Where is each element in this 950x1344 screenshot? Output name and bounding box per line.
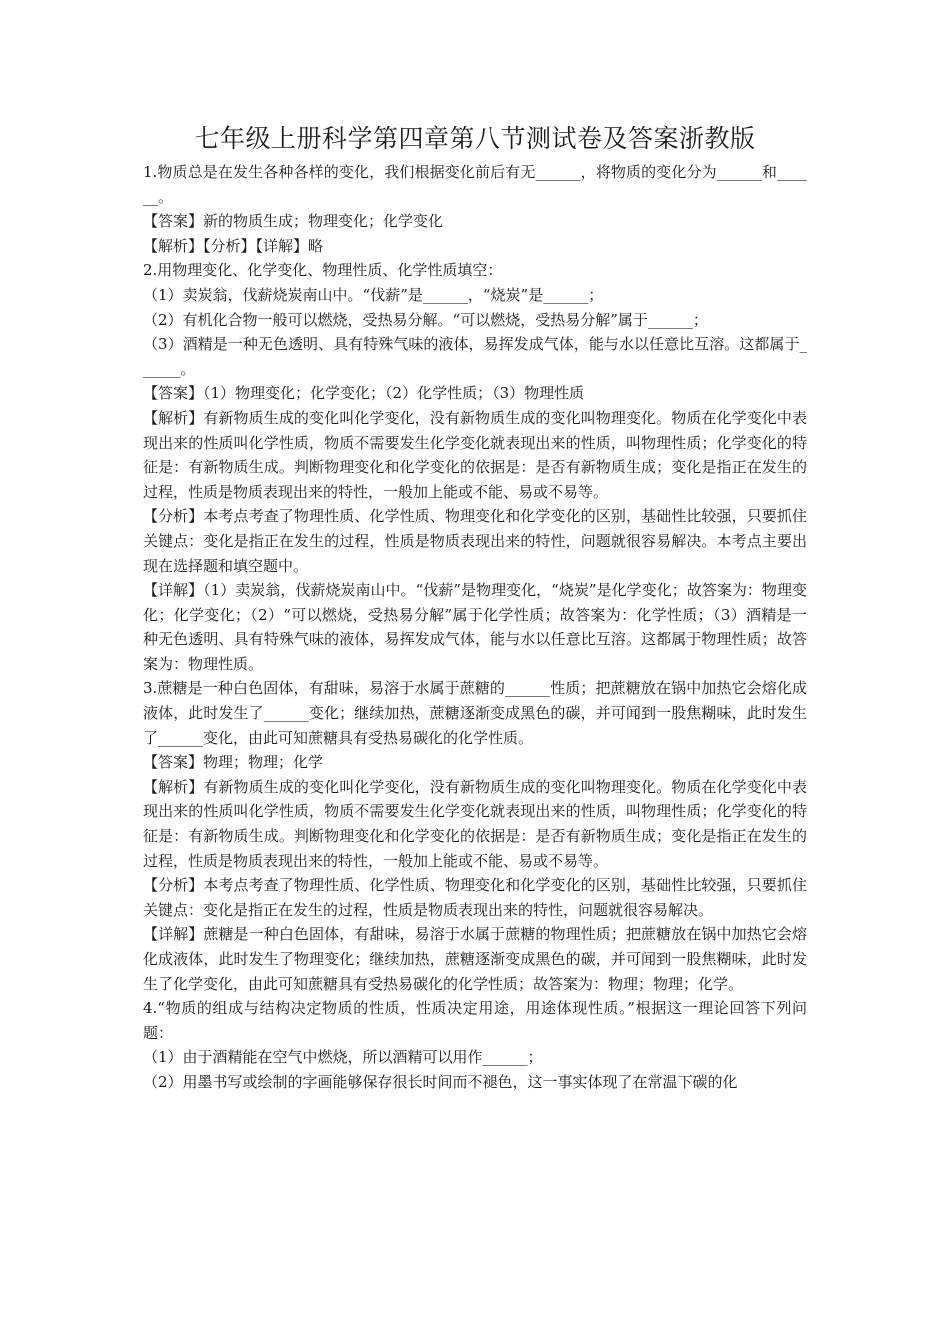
question-2-part-3: （3）酒精是一种无色透明、具有特殊气味的液体，易挥发成气体，能与水以任意比互溶。这都属于______。 [143, 335, 807, 378]
analysis-2: 【分析】本考点考查了物理性质、化学性质、物理变化和化学变化的区别，基础性比较强，只要抓住关键点：变化是指正在发生的过程，性质是物质表现出来的特性，问题就很容易解决。本考点主要出现在选择题和填空题中。 [143, 507, 807, 575]
question-2-part-1: （1）卖炭翁，伐薪烧炭南山中。“伐薪”是______，“烧炭”是______； [143, 285, 604, 304]
explanation-3: 【解析】有新物质生成的变化叫化学变化，没有新物质生成的变化叫物理变化。物质在化学变化中表现出来的性质叫化学性质，物质不需要发生化学变化就表现出来的性质，叫物理性质；化学变化的特征是：有新物质生成。判断物理变化和化学变化的依据是：是否有新物质生成；变化是指正在发生的过程，性质是物质表现出来的特性，一般加上能或不能、易或不易等。 [143, 777, 807, 870]
analysis-3: 【分析】本考点考查了物理性质、化学性质、物理变化和化学变化的区别，基础性比较强，只要抓住关键点：变化是指正在发生的过程，性质是物质表现出来的特性，问题就很容易解决。 [143, 876, 807, 919]
detail-2: 【详解】（1）卖炭翁，伐薪烧炭南山中。“伐薪”是物理变化，“烧炭”是化学变化；故答案为：物理变化；化学变化；（2）“可以燃烧，受热易分解”属于化学性质；故答案为：化学性质；（3）酒精是一种无色透明、具有特殊气味的液体，易挥发成气体，能与水以任意比互溶。这都属于物理性质；故答案为：物理性质。 [143, 581, 807, 673]
question-4-part-1: （1）由于酒精能在空气中燃烧，所以酒精可以用作______； [143, 1048, 543, 1067]
question-3: 3.蔗糖是一种白色固体，有甜味，易溶于水属于蔗糖的______性质；把蔗糖放在锅中加热它会熔化成液体，此时发生了______变化；继续加热，蔗糖逐渐变成黑色的碳，并可闻到一股焦糊味，此时发生了______变化，由此可知蔗糖具有受热易碳化的化学性质。 [143, 679, 807, 747]
answer-1: 【答案】新的物质生成；物理变化；化学变化 [143, 212, 444, 231]
answer-3: 【答案】物理；物理；化学 [143, 753, 324, 772]
question-2-part-2: （2）有机化合物一般可以燃烧，受热易分解。“可以燃烧，受热易分解”属于______； [143, 310, 708, 329]
question-4-part-2: （2）用墨书写或绘制的字画能够保存很长时间而不褪色，这一事实体现了在常温下碳的化 [143, 1072, 738, 1091]
document-body [143, 122, 807, 1095]
question-1: 1.物质总是在发生各种各样的变化，我们根据变化前后有无______，将物质的变化分为______和______。 [143, 163, 807, 206]
detail-3: 【详解】蔗糖是一种白色固体，有甜味，易溶于水属于蔗糖的物理性质；把蔗糖放在锅中加热它会熔化成液体，此时发生了物理变化；继续加热，蔗糖逐渐变成黑色的碳，并可闻到一股焦糊味，此时发生了化学变化，由此可知蔗糖具有受热易碳化的化学性质；故答案为：物理；物理；化学。 [143, 925, 807, 993]
document-title: 七年级上册科学第四章第八节测试卷及答案浙教版 [194, 124, 756, 153]
question-2: 2.用物理变化、化学变化、物理性质、化学性质填空： [143, 261, 503, 280]
answer-2: 【答案】（1）物理变化；化学变化；（2）化学性质；（3）物理性质 [143, 384, 585, 403]
explanation-2: 【解析】有新物质生成的变化叫化学变化，没有新物质生成的变化叫物理变化。物质在化学变化中表现出来的性质叫化学性质，物质不需要发生化学变化就表现出来的性质，叫物理性质；化学变化的特征是：有新物质生成。判断物理变化和化学变化的依据是：是否有新物质生成；变化是指正在发生的过程，性质是物质表现出来的特性，一般加上能或不能、易或不易等。 [143, 408, 807, 501]
analysis-1: 【解析】【分析】【详解】略 [143, 236, 324, 255]
question-4: 4.“物质的组成与结构决定物质的性质，性质决定用途，用途体现性质。”根据这一理论回答下列问题： [143, 999, 807, 1042]
